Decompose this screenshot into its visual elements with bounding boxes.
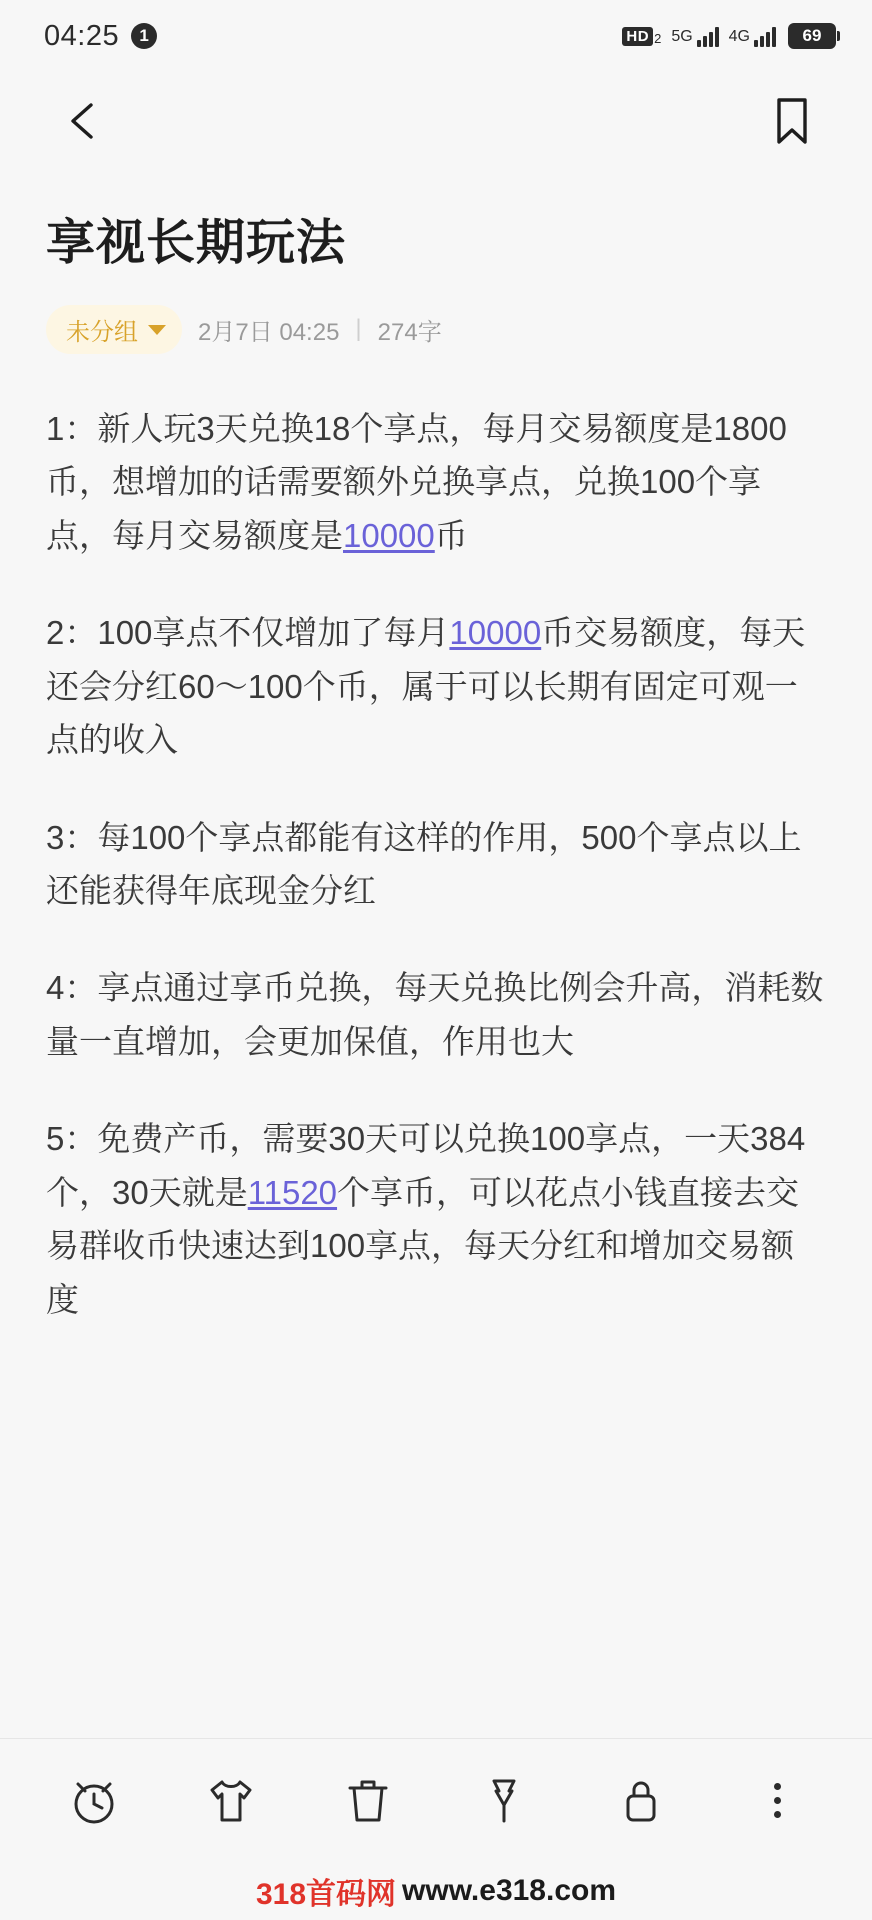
meta-separator: | <box>355 315 362 343</box>
pin-icon <box>480 1773 528 1829</box>
group-label: 未分组 <box>66 318 138 346</box>
status-time: 04:25 <box>44 19 120 52</box>
back-button[interactable] <box>52 89 116 153</box>
hd-voice-icon <box>622 27 661 46</box>
watermark-site-name: 318首码网 <box>255 1878 397 1911</box>
paragraph-text: 2：100享点不仅增加了每月 <box>46 614 450 652</box>
delete-button[interactable] <box>330 1763 406 1839</box>
hd-sublabel: 2 <box>654 30 662 46</box>
signal-bars-1 <box>697 25 719 47</box>
group-selector[interactable] <box>46 305 182 354</box>
signal-bars-2 <box>754 25 776 47</box>
paragraph-text: 5：免费产币，需要30天可以兑换100享点，一天384个，30天就是 <box>46 1120 806 1211</box>
battery-icon: 69 <box>788 23 836 49</box>
note-date: 2月7日 04:25 <box>198 318 340 346</box>
note-paragraph <box>46 402 826 562</box>
tshirt-icon <box>202 1774 260 1828</box>
trash-icon <box>344 1774 392 1828</box>
paragraph-text: 币 <box>434 516 468 554</box>
inline-number-link[interactable]: 11520 <box>247 1173 338 1211</box>
pin-button[interactable] <box>466 1763 542 1839</box>
bookmark-icon <box>772 96 812 146</box>
paragraph-text: 个享币，可以花点小钱直接去交易群收币快速达到100享点，每天分红和增加交易额度 <box>46 1173 800 1318</box>
status-bar-left <box>44 20 157 53</box>
paragraph-text: 4：享点通过享币兑换，每天兑换比例会升高，消耗数量一直增加，会更加保值，作用也大 <box>46 969 824 1060</box>
network-5g-label: 5G <box>671 28 693 45</box>
more-vertical-icon <box>774 1783 781 1818</box>
reminder-button[interactable] <box>56 1763 132 1839</box>
top-navigation-bar <box>0 72 872 170</box>
chevron-down-icon <box>148 325 166 335</box>
note-meta <box>46 305 826 354</box>
note-paragraph <box>46 606 826 766</box>
signal-4g-icon <box>729 25 776 47</box>
note-paragraph <box>46 811 826 918</box>
note-paragraph <box>46 1112 826 1326</box>
paragraph-text: 3：每100个享点都能有这样的作用，500个享点以上还能获得年底现金分红 <box>46 818 802 909</box>
status-bar-right <box>622 23 836 49</box>
paragraph-text: 币交易额度，每天还会分红60～100个币，属于可以长期有固定可观一点的收入 <box>46 614 806 759</box>
watermark-url: www.e318.com <box>402 1874 617 1907</box>
watermark <box>0 1862 872 1920</box>
lock-button[interactable] <box>603 1763 679 1839</box>
hd-label: HD <box>622 27 653 46</box>
chevron-left-icon <box>64 97 104 145</box>
note-body <box>0 170 872 1738</box>
notification-count-badge: 1 <box>131 23 157 49</box>
note-word-count: 274字 <box>377 318 442 346</box>
network-4g-label: 4G <box>728 28 750 45</box>
lock-icon <box>617 1773 665 1829</box>
note-paragraph <box>46 961 826 1068</box>
note-content[interactable] <box>46 402 826 1326</box>
paragraph-text: 1：新人玩3天兑换18个享点，每月交易额度是1800币，想增加的话需要额外兑换享点，兑换100个享点，每月交易额度是 <box>46 409 787 554</box>
status-bar <box>0 0 872 72</box>
bookmark-button[interactable] <box>760 89 824 153</box>
inline-number-link[interactable]: 10000 <box>449 614 542 652</box>
page-title: 享视长期玩法 <box>46 216 347 270</box>
inline-number-link[interactable]: 10000 <box>343 516 435 554</box>
signal-5g-icon <box>671 25 718 47</box>
alarm-clock-icon <box>67 1774 121 1828</box>
more-button[interactable] <box>740 1763 816 1839</box>
theme-button[interactable] <box>193 1763 269 1839</box>
bottom-toolbar <box>0 1738 872 1862</box>
